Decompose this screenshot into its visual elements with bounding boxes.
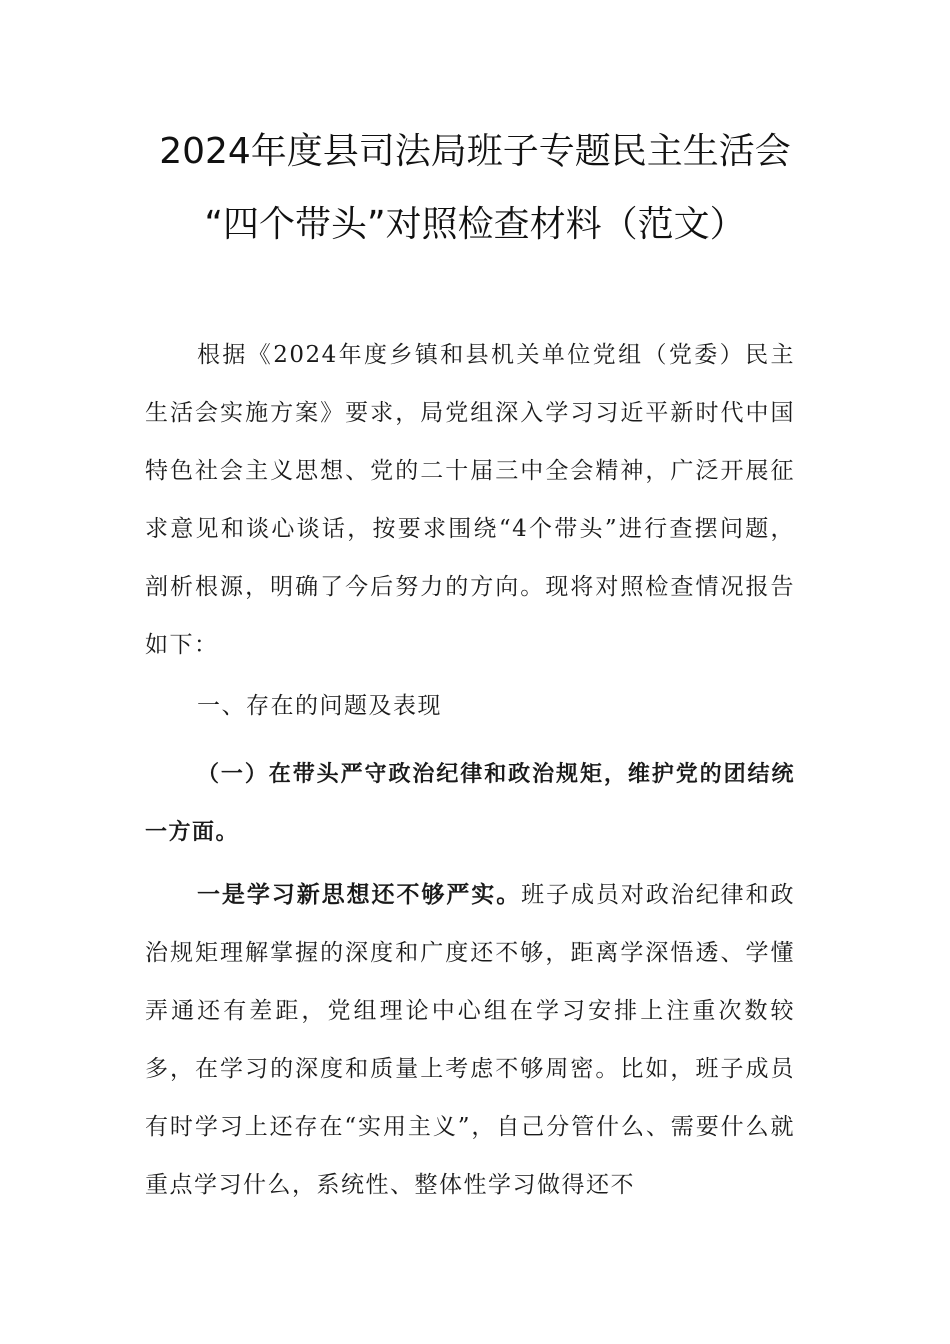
section-heading: 一、存在的问题及表现 [197,693,442,719]
paragraph-lead-sentence: 一是学习新思想还不够严实。 [197,882,522,908]
problem-paragraph-1 [145,866,795,1214]
subsection-heading: （一）在带头严守政治纪律和政治规矩，维护党的团结统一方面。 [145,762,795,845]
intro-paragraph: 根据《2024年度乡镇和县机关单位党组（党委）民主生活会实施方案》要求，局党组深入学习习近平新时代中国特色社会主义思想、党的二十届三中全会精神，广泛开展征求意见和谈心谈话，按要求围绕“4个带头”进行查摆问题，剖析根源，明确了今后努力的方向。现将对照检查情况报告如下： [145,342,795,658]
paragraph-body-text: 班子成员对政治纪律和政治规矩理解掌握的深度和广度还不够，距离学深悟透、学懂弄通还有差距，党组理论中心组在学习安排上注重次数较多，在学习的深度和质量上考虑不够周密。比如，班子成员有时学习上还存在“实用主义”，自己分管什么、需要什么就重点学习什么，系统性、整体性学习做得还不 [145,882,796,1198]
document-title-line-1: 2024年度县司法局班子专题民主生活会 [159,131,791,172]
document-title-line-2: “四个带头”对照检查材料（范文） [204,204,746,245]
